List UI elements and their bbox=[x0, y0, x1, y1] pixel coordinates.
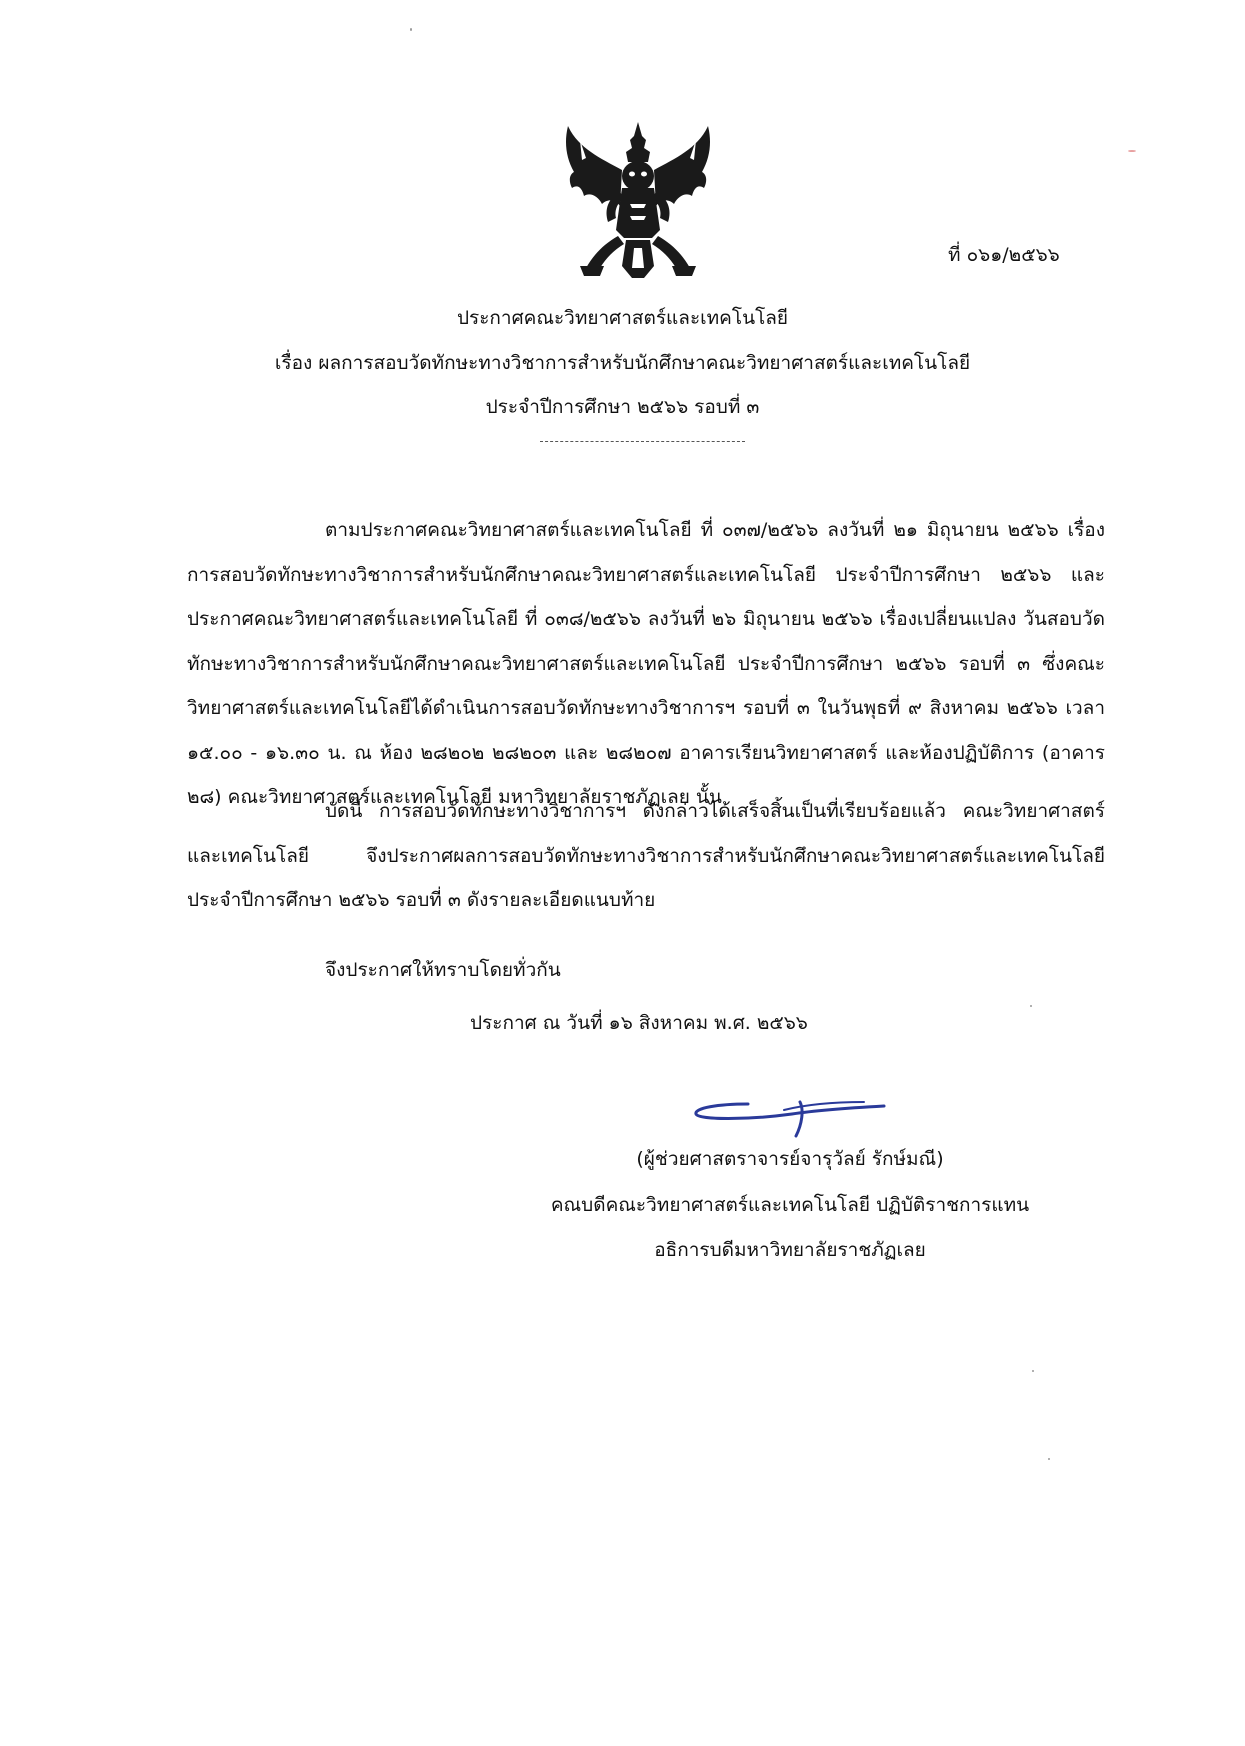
handwritten-signature bbox=[688, 1090, 888, 1138]
announcement-date: ประกาศ ณ วันที่ ๑๖ สิงหาคม พ.ศ. ๒๕๖๖ bbox=[470, 1012, 808, 1034]
scan-speck bbox=[410, 28, 412, 31]
announcement-subject: เรื่อง ผลการสอบวัดทักษะทางวิชาการสำหรับนักศึกษาคณะวิทยาศาสตร์และเทคโนโลยี bbox=[274, 352, 971, 374]
closing-notice: จึงประกาศให้ทราบโดยทั่วกัน bbox=[325, 959, 561, 981]
announcement-academic-year: ประจำปีการศึกษา ๒๕๖๖ รอบที่ ๓ bbox=[485, 396, 760, 418]
scan-speck bbox=[1032, 1370, 1034, 1372]
signatory-acting-for: อธิการบดีมหาวิทยาลัยราชภัฏเลย bbox=[654, 1239, 926, 1261]
signatory-position: คณบดีคณะวิทยาศาสตร์และเทคโนโลยี ปฏิบัติราชการแทน bbox=[550, 1194, 1030, 1216]
body-paragraph-1-text: ตามประกาศคณะวิทยาศาสตร์และเทคโนโลยี ที่ ๐๓๗/๒๕๖๖ ลงวันที่ ๒๑ มิถุนายน ๒๕๖๖ เรื่อง การสอบวัดทักษะทางวิชาการสำหรับนักศึกษาคณะวิทยาศาสตร์และเทคโนโลยี ประจำปีการศึกษา ๒๕๖๖ และประกาศคณะวิทยาศาสตร์และเทคโนโลยี ที่ ๐๓๘/๒๕๖๖ ลงวันที่ ๒๖ มิถุนายน ๒๕๖๖ เรื่องเปลี่ยนแปลง วันสอบวัดทักษะทางวิชาการสำหรับนักศึกษาคณะวิทยาศาสตร์และเทคโนโลยี ประจำปีการศึกษา ๒๕๖๖ รอบที่ ๓ ซึ่งคณะวิทยาศาสตร์และเทคโนโลยีได้ดำเนินการสอบวัดทักษะทางวิชาการฯ รอบที่ ๓ ในวันพุธที่ ๙ สิงหาคม ๒๕๖๖ เวลา ๑๕.๐๐ - ๑๖.๓๐ น. ณ ห้อง ๒๘๒๐๒ ๒๘๒๐๓ และ ๒๘๒๐๗ อาคารเรียนวิทยาศาสตร์ และห้องปฏิบัติการ (อาคาร ๒๘) คณะวิทยาศาสตร์และเทคโนโลยี มหาวิทยาลัยราชภัฏเลย นั้น bbox=[187, 519, 1105, 808]
garuda-emblem-icon bbox=[560, 118, 716, 284]
body-paragraph-1 bbox=[187, 508, 1105, 820]
body-paragraph-2-text: บัดนี้ การสอบวัดทักษะทางวิชาการฯ ดังกล่าวได้เสร็จสิ้นเป็นที่เรียบร้อยแล้ว คณะวิทยาศาสตร์ และเทคโนโลยี จึงประกาศผลการสอบวัดทักษะทางวิชาการสำหรับนักศึกษาคณะวิทยาศาสตร์และเทคโนโลยี ประจำปีการศึกษา ๒๕๖๖ รอบที่ ๓ ดังรายละเอียดแนบท้าย bbox=[187, 800, 1105, 911]
body-paragraph-2 bbox=[187, 789, 1105, 923]
scan-speck bbox=[1030, 1005, 1032, 1007]
scan-speck bbox=[1048, 1458, 1050, 1460]
announcement-title: ประกาศคณะวิทยาศาสตร์และเทคโนโลยี bbox=[456, 307, 789, 329]
title-divider bbox=[540, 441, 745, 442]
document-number: ที่ ๐๖๑/๒๕๖๖ bbox=[948, 244, 1060, 266]
scan-speck bbox=[1128, 150, 1136, 152]
signatory-name: (ผู้ช่วยศาสตราจารย์จารุวัลย์ รักษ์มณี) bbox=[636, 1148, 944, 1170]
